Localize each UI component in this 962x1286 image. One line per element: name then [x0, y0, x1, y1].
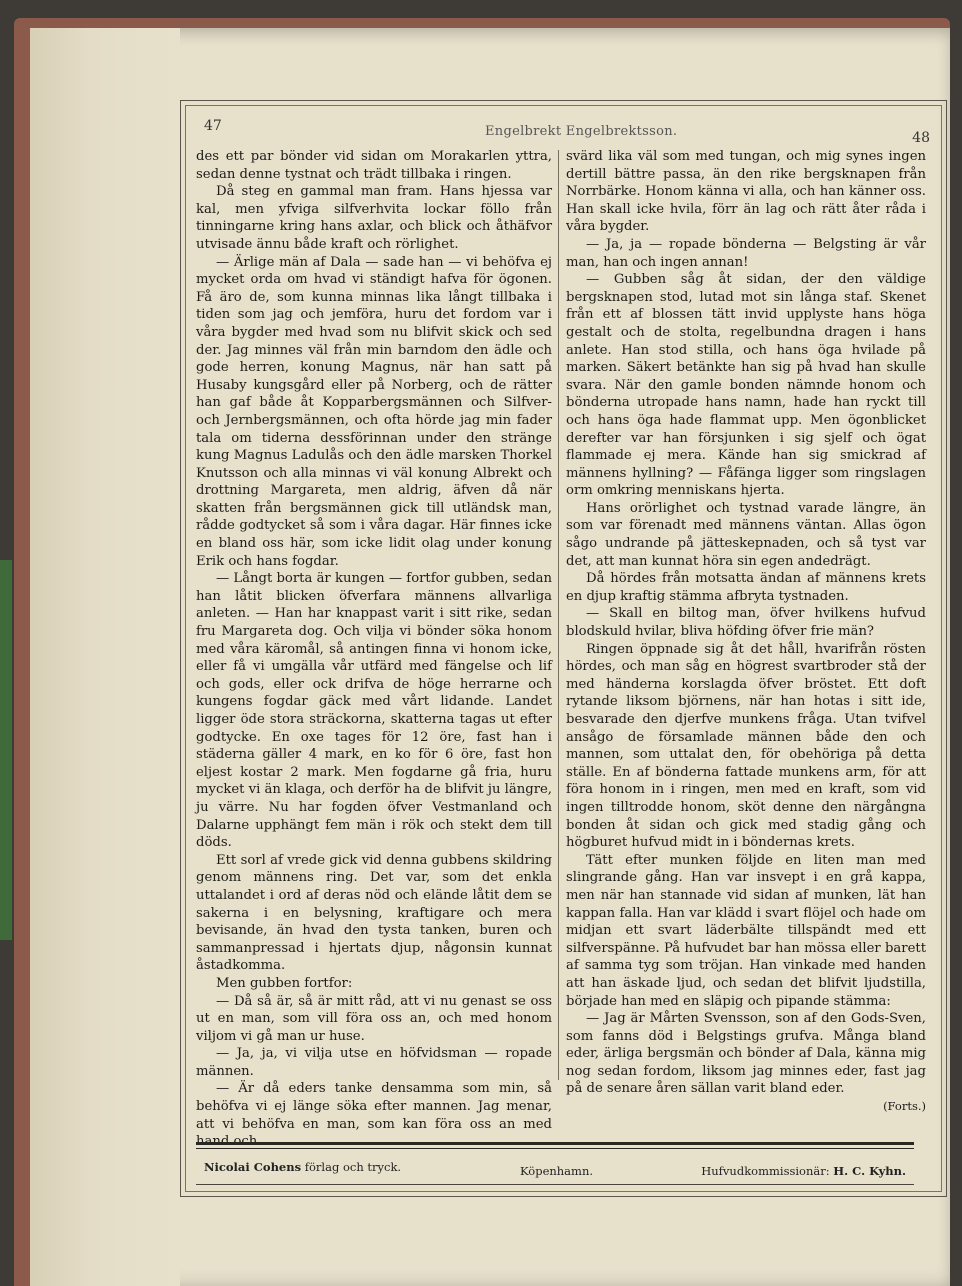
- paragraph: — Skall en biltog man, öfver hvilkens hufvud blodskuld hvilar, bliva höfding öfver frie män?: [566, 606, 926, 640]
- commission-name: H. C. Kyhn.: [833, 1164, 906, 1178]
- bookmark-ribbon: [0, 560, 12, 940]
- footer-rule-thin: [196, 1148, 914, 1149]
- continued-mark: (Forts.): [883, 1099, 926, 1114]
- publisher: [204, 1160, 401, 1174]
- page-footer: [200, 1158, 910, 1182]
- paragraph: — Är då eders tanke densamma som min, så behöfva vi ej länge söka efter mannen. Jag menar, att vi behöfva en man, som kan föra oss an med: [196, 1081, 552, 1132]
- paragraph: Hans orörlighet och tystnad varade längre, än som var förenadt med männens väntan. Allas ögon sågo undrande på jätteskepnaden, och så tyst var det, att man kunnat höra sin egen andedrägt.: [566, 500, 926, 569]
- commission: [701, 1164, 906, 1178]
- paragraph: Då hördes från motsatta ändan af männens krets en djup kraftig stämma afbryta tystnaden.: [566, 571, 926, 604]
- publisher-name: Nicolai Cohens: [204, 1160, 302, 1174]
- footer-rule-bottom: [196, 1184, 914, 1185]
- commission-label: Hufvudkommissionär:: [701, 1164, 830, 1178]
- paragraph: Ringen öppnade sig åt det håll, hvarifrån rösten hördes, och man såg en högrest svartbroder stå der med händerna korslagda öfver bröstet. Ett doft rytande liksom björnens, när han hotas i sitt ide, besvarade den djerfve munkens fråga. Utan tvifvel ansågo de församlade männen både den och mannen, som uttalat den, för obehöriga på detta ställe. En af bönderna fattade munkens arm, för att föra honom in i ringen, men med en kraft, som vid ingen tilltrodde honom, sköt denne den närgångna bonden åt sidan och gick med stadig gång och högburet hufvud midt in i böndernas krets.: [566, 641, 926, 851]
- paragraph: — Ja, ja — ropade bönderna — Belgsting är vår man, han och ingen annan!: [566, 236, 926, 270]
- page-number-left: 47: [204, 118, 222, 134]
- left-column: [196, 148, 552, 1151]
- paragraph: Men gubben fortfor:: [216, 975, 353, 991]
- paragraph: — Ja, ja, vi vilja utse en höfvidsman — ropade männen.: [196, 1046, 552, 1079]
- paragraph: Ett sorl af vrede gick vid denna gubbens skildring genom männens ring. Det var, som det enkla uttalandet i ord af deras nöd och elände låtit dem se sakerna i en belysning, kraftigare och mera bevisande, än hvad den tysta tanken, buren och sammanpressad i hjertats djup, någonsin kunnat åstadkomma.: [196, 852, 552, 974]
- page-header: [200, 118, 930, 148]
- paragraph: Då steg en gammal man fram. Hans hjessa var kal, men yfviga silfverhvita lockar föllo från tinningarne kring hans axlar, och blick och åthäfvor utvisade ännu både kraft och rörlighet.: [196, 184, 552, 252]
- right-column: [566, 148, 926, 1116]
- paragraph: — Långt borta är kungen — fortfor gubben, sedan han låtit blicken öfverfara männens allvarliga anleten. — Han har knappast varit i sitt rike, sedan fru Margareta dog. Och vilja vi bönder söka honom med våra käromål, så antingen finna vi honom icke, eller få vi umgälla vår utfärd med fängelse och lif och gods, eller ock drifva de höge herrarne och kungens fogdar gäck med vårt lidande. Landet ligger öde stora sträckorna, skatterna tagas ut efter godtycke. En oxe tages för 12 öre, fast han i städerna gäller 4 mark, en ko för 6 öre, fast hon eljest kostar 2 mark. Men fogdarne gå fria, huru mycket vi än klaga, och derför ha de blifvit ju längre, ju värre. Nu har fogden öfver Vestmanland och Dalarne upphängt fem män i rök och stekt dem till döds.: [196, 571, 552, 851]
- column-divider: [558, 150, 559, 1080]
- page-number-right: 48: [912, 130, 930, 146]
- paragraph: — Jag är Mårten Svensson, son af den Gods-Sven, som fanns död i Belgstings grufva. Många bland eder, ärliga bergsmän och bönder af Dala, känna mig nog sedan fordom, liksom jag minnes eder, fast jag på de senare åren sällan varit bland eder.: [566, 1011, 926, 1097]
- paragraph: — Gubben såg åt sidan, der den väldige bergsknapen stod, lutad mot sin långa staf. Skenet från ett af blossen tätt invid upplyste hans höga gestalt och de stolta, regelbundna dragen i hans anlete. Han stod stilla, och hans öga hvilade på marken. Säkert betänkte han sig på hvad han skulle svara. När den gamle bonden nämnde honom och bönderna utropade hans namn, hade han ryckt till och hans öga hade flammat upp. Men ögonblicket derefter var han försjunken i sig sjelf och ögat flammade ej mera. Kände han sig smickrad af männens hyllning? — Fåfänga ligger som ringslagen orm omkring menniskans hjerta.: [566, 272, 926, 499]
- paragraph: des ett par bönder vid sidan om Morakarlen yttra, sedan denne tystnat och trädt tillbaka i ringen.: [196, 149, 552, 182]
- page-stack-edge: [30, 28, 180, 1286]
- paragraph: — Ärlige män af Dala — sade han — vi behöfva ej mycket orda om hvad vi ständigt hafva för ögonen. Få äro de, som kunna minnas lika långt tillbaka i tiden som jag och jemföra, huru det fordom var i våra bygder med hvad som nu blifvit skick och sed der. Jag minnes väl från min barndom den ädle och gode herren, konung Magnus, när han satt på Husaby kungsgård eller på Norberg, och de rätter han gaf både åt Kopparbergsmännen och Silfver- och Jernbergsmännen, och ofta hörde jag min fader tala om tiderna dessförinnan under den stränge kung Magnus Ladulås och den ädle marsken Thorkel Knutsson och alla minnas vi väl konung Albrekt och drottning Margareta, men aldrig, äfven då när skatten från bergsmännen gick till utländsk man, rådde godtycket så som i våra dagar. Här finnes icke en bland oss här, som icke lidit olag under konung Erik och hans fogdar.: [196, 254, 552, 569]
- footer-rule-thick: [196, 1142, 914, 1145]
- paragraph: Tätt efter munken följde en liten man med slingrande gång. Han var insvept i en grå kappa, men när han stannade vid sidan af munken, lät han kappan falla. Han var klädd i svart flöjel och hade om midjan ett svart läderbälte tillspändt med ett silfverspänne. På hufvudet bar han mössa eller barett af samma tyg som tröjan. Han vinkade med handen att han äskade ljud, och sedan det blifvit ljudstilla, började han med en släpig och pipande stämma:: [566, 852, 926, 1009]
- publisher-note: förlag och tryck.: [304, 1160, 402, 1174]
- paragraph: svärd lika väl som med tungan, och mig synes ingen dertill bättre passa, än den rike bergsknapen från Norrbärke. Honom känna vi alla, och han känner oss. Han skall icke hvila, förr än lag och rätt åter råda i våra bygder.: [566, 149, 926, 235]
- publication-city: Köpenhamn.: [520, 1164, 594, 1178]
- running-title: Engelbrekt Engelbrektsson.: [485, 124, 678, 139]
- paragraph: — Då så är, så är mitt råd, att vi nu genast se oss ut en man, som vill föra oss an, och med honom viljom vi gå man ur huse.: [196, 993, 552, 1044]
